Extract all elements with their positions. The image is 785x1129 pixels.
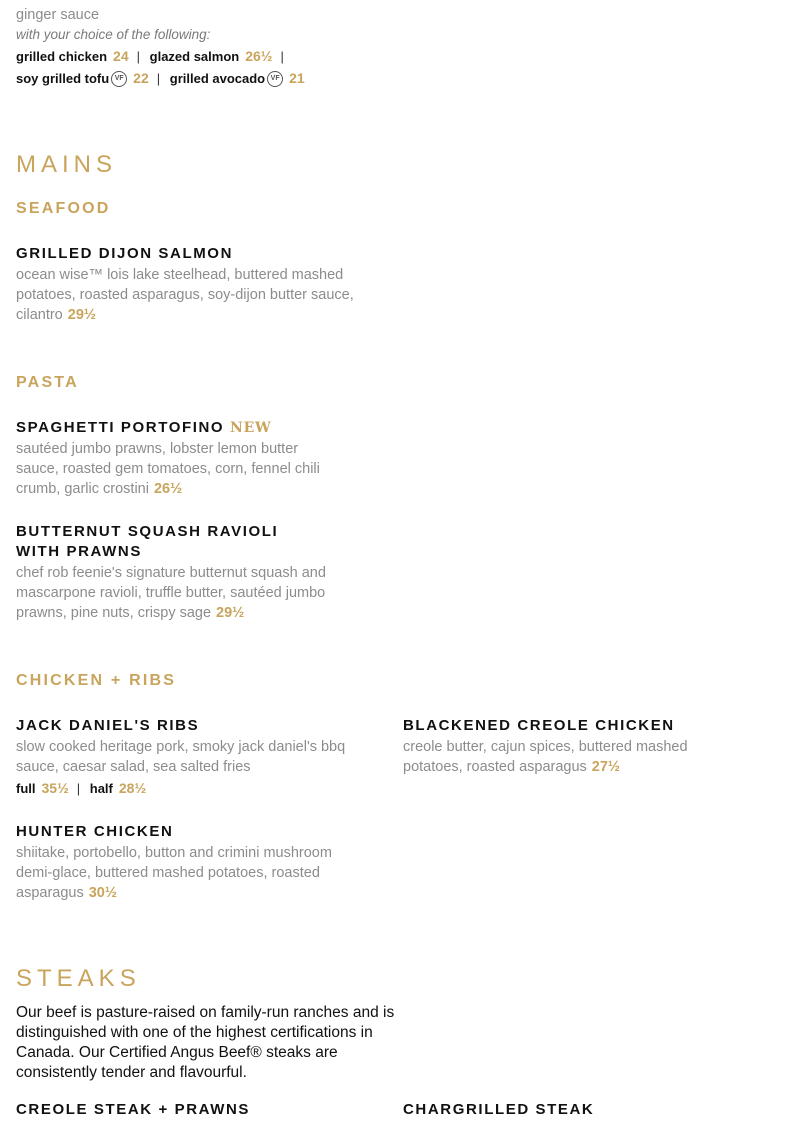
menu-item-price: 26½ [153, 481, 183, 497]
option-name: grilled avocado [169, 71, 266, 86]
menu-item-title: JACK DANIEL'S RIBS [16, 717, 200, 734]
portion-price: 35½ [41, 780, 69, 796]
option-name: glazed salmon [149, 49, 240, 64]
cut-off-description-line: ginger sauce [16, 7, 100, 23]
menu-item-description: chef rob feenie's signature butternut squash and mascarpone ravioli, truffle butter, sautéed jumbo prawns, pine nuts, crispy sage 29½ [16, 565, 326, 621]
option-price: 26½ [245, 48, 273, 64]
steaks-intro-text: Our beef is pasture-raised on family-run ranches and is distinguished with one of the highest certifications in Canada. Our Certified Angus Beef® steaks are consistently tender and flavourful. [16, 1004, 395, 1081]
option-name: soy grilled tofu [16, 71, 110, 86]
menu-item-title: BLACKENED CREOLE CHICKEN [403, 717, 675, 734]
separator: | [76, 781, 81, 796]
new-badge: NEW [229, 420, 272, 436]
menu-item-title: BUTTERNUT SQUASH RAVIOLI WITH PRAWNS [16, 523, 279, 560]
option-name: grilled chicken [16, 49, 108, 64]
menu-item-title: CREOLE STEAK + PRAWNS [16, 1101, 251, 1118]
protein-options-row-1 [16, 46, 290, 67]
vegan-friendly-badge-icon: VF [111, 71, 127, 87]
protein-options-row-2 [16, 68, 311, 89]
menu-item-price: 30½ [88, 885, 117, 901]
menu-item-title: GRILLED DIJON SALMON [16, 245, 234, 262]
menu-item-title: CHARGRILLED STEAK [403, 1101, 595, 1118]
separator: | [136, 49, 141, 64]
separator: | [280, 49, 284, 64]
portion-size: half [89, 781, 113, 796]
menu-item-title: SPAGHETTI PORTOFINO NEW [16, 419, 272, 436]
separator: | [156, 71, 161, 86]
menu-item-price: 29½ [216, 605, 245, 621]
menu-item-price: 29½ [67, 307, 96, 323]
option-price: 24 [113, 48, 129, 64]
menu-item-price: 27½ [591, 759, 621, 775]
vegan-friendly-badge-icon: VF [267, 71, 283, 87]
menu-item-title: HUNTER CHICKEN [16, 823, 174, 840]
menu-item-description: ocean wise™ lois lake steelhead, buttered mashed potatoes, roasted asparagus, soy-dijon butter sauce, cilantro 29½ [16, 267, 354, 323]
subsection-title-chicken-ribs: CHICKEN + RIBS [16, 672, 177, 689]
portion-options [16, 778, 152, 799]
section-title-mains: MAINS [16, 151, 118, 178]
menu-item-description: creole butter, cajun spices, buttered mashed potatoes, roasted asparagus 27½ [403, 739, 688, 775]
subsection-title-pasta: PASTA [16, 374, 79, 391]
option-price: 21 [289, 70, 305, 86]
section-title-steaks: STEAKS [16, 965, 141, 992]
choice-label: with your choice of the following: [16, 27, 211, 42]
menu-item-description: slow cooked heritage pork, smoky jack daniel's bbq sauce, caesar salad, sea salted fries [16, 739, 346, 775]
portion-price: 28½ [118, 780, 147, 796]
menu-item-description: sautéed jumbo prawns, lobster lemon butter sauce, roasted gem tomatoes, corn, fennel chili crumb, garlic crostini 26½ [16, 441, 320, 497]
subsection-title-seafood: SEAFOOD [16, 200, 111, 217]
portion-size: full [16, 781, 36, 796]
menu-item-description: shiitake, portobello, button and crimini mushroom demi-glace, buttered mashed potatoes, roasted asparagus 30½ [16, 845, 332, 901]
option-price: 22 [133, 70, 149, 86]
